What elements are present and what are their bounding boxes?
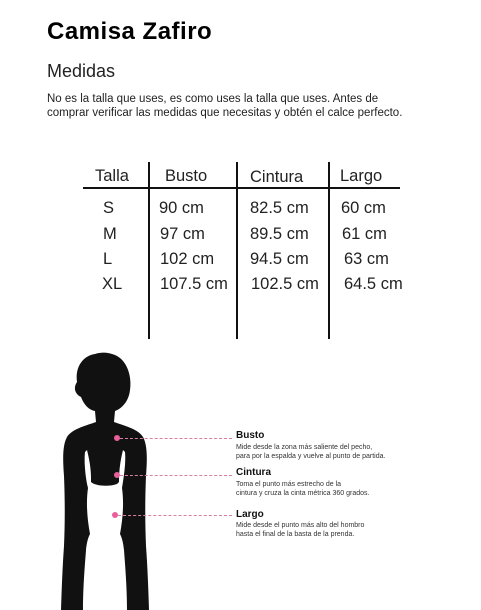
- cintura-desc: [236, 480, 436, 498]
- table-cell: 107.5 cm: [160, 275, 228, 293]
- cintura-desc-line: Toma el punto más estrecho de la: [236, 481, 342, 488]
- busto-desc-line: Mide desde la zona más saliente del pecho,: [236, 444, 373, 451]
- cintura-leader-line: [120, 475, 232, 476]
- table-cell: 102 cm: [160, 250, 215, 268]
- body-silhouette-icon: [55, 350, 155, 610]
- busto-leader-line: [120, 438, 232, 439]
- cintura-desc-line: cintura y cruza la cinta métrica 360 grados.: [236, 490, 370, 497]
- table-cell: 63 cm: [344, 250, 389, 268]
- column-header-cintura: Cintura: [250, 168, 304, 186]
- table-cell: 60 cm: [341, 199, 386, 217]
- largo-leader-line: [118, 515, 232, 516]
- table-cell: 64.5 cm: [344, 275, 403, 293]
- table-column-divider: [236, 162, 238, 339]
- table-cell: 102.5 cm: [251, 275, 319, 293]
- table-cell: L: [103, 250, 113, 268]
- table-cell: S: [103, 199, 115, 217]
- table-cell: 94.5 cm: [250, 250, 309, 268]
- table-cell: XL: [102, 275, 123, 293]
- column-header-largo: Largo: [340, 167, 383, 185]
- table-column-divider: [328, 162, 330, 339]
- table-cell: 90 cm: [159, 199, 204, 217]
- table-cell: M: [103, 225, 117, 243]
- column-header-busto: Busto: [165, 167, 208, 185]
- table-column-divider: [148, 162, 150, 339]
- table-cell: 89.5 cm: [250, 225, 309, 243]
- busto-desc: [236, 443, 436, 461]
- table-cell: 82.5 cm: [250, 199, 309, 217]
- largo-desc-line: hasta el final de la basta de la prenda.: [236, 531, 355, 538]
- product-title: Camisa Zafiro: [47, 18, 213, 45]
- intro-text: No es la talla que uses, es como uses la talla que uses. Antes de comprar verificar las medidas que necesitas y obtén el calce perfecto.: [47, 93, 403, 119]
- column-header-talla: Talla: [95, 167, 129, 185]
- cintura-title: Cintura: [236, 467, 271, 478]
- busto-desc-line: para por la espalda y vuelve al punto de partida.: [236, 453, 386, 460]
- table-header-rule: [83, 187, 400, 189]
- largo-desc-line: Mide desde el punto más alto del hombro: [236, 522, 365, 529]
- busto-title: Busto: [236, 430, 265, 441]
- largo-desc: [236, 521, 436, 539]
- table-cell: 97 cm: [160, 225, 205, 243]
- largo-title: Largo: [236, 509, 264, 520]
- table-cell: 61 cm: [342, 225, 387, 243]
- section-title: Medidas: [47, 61, 116, 81]
